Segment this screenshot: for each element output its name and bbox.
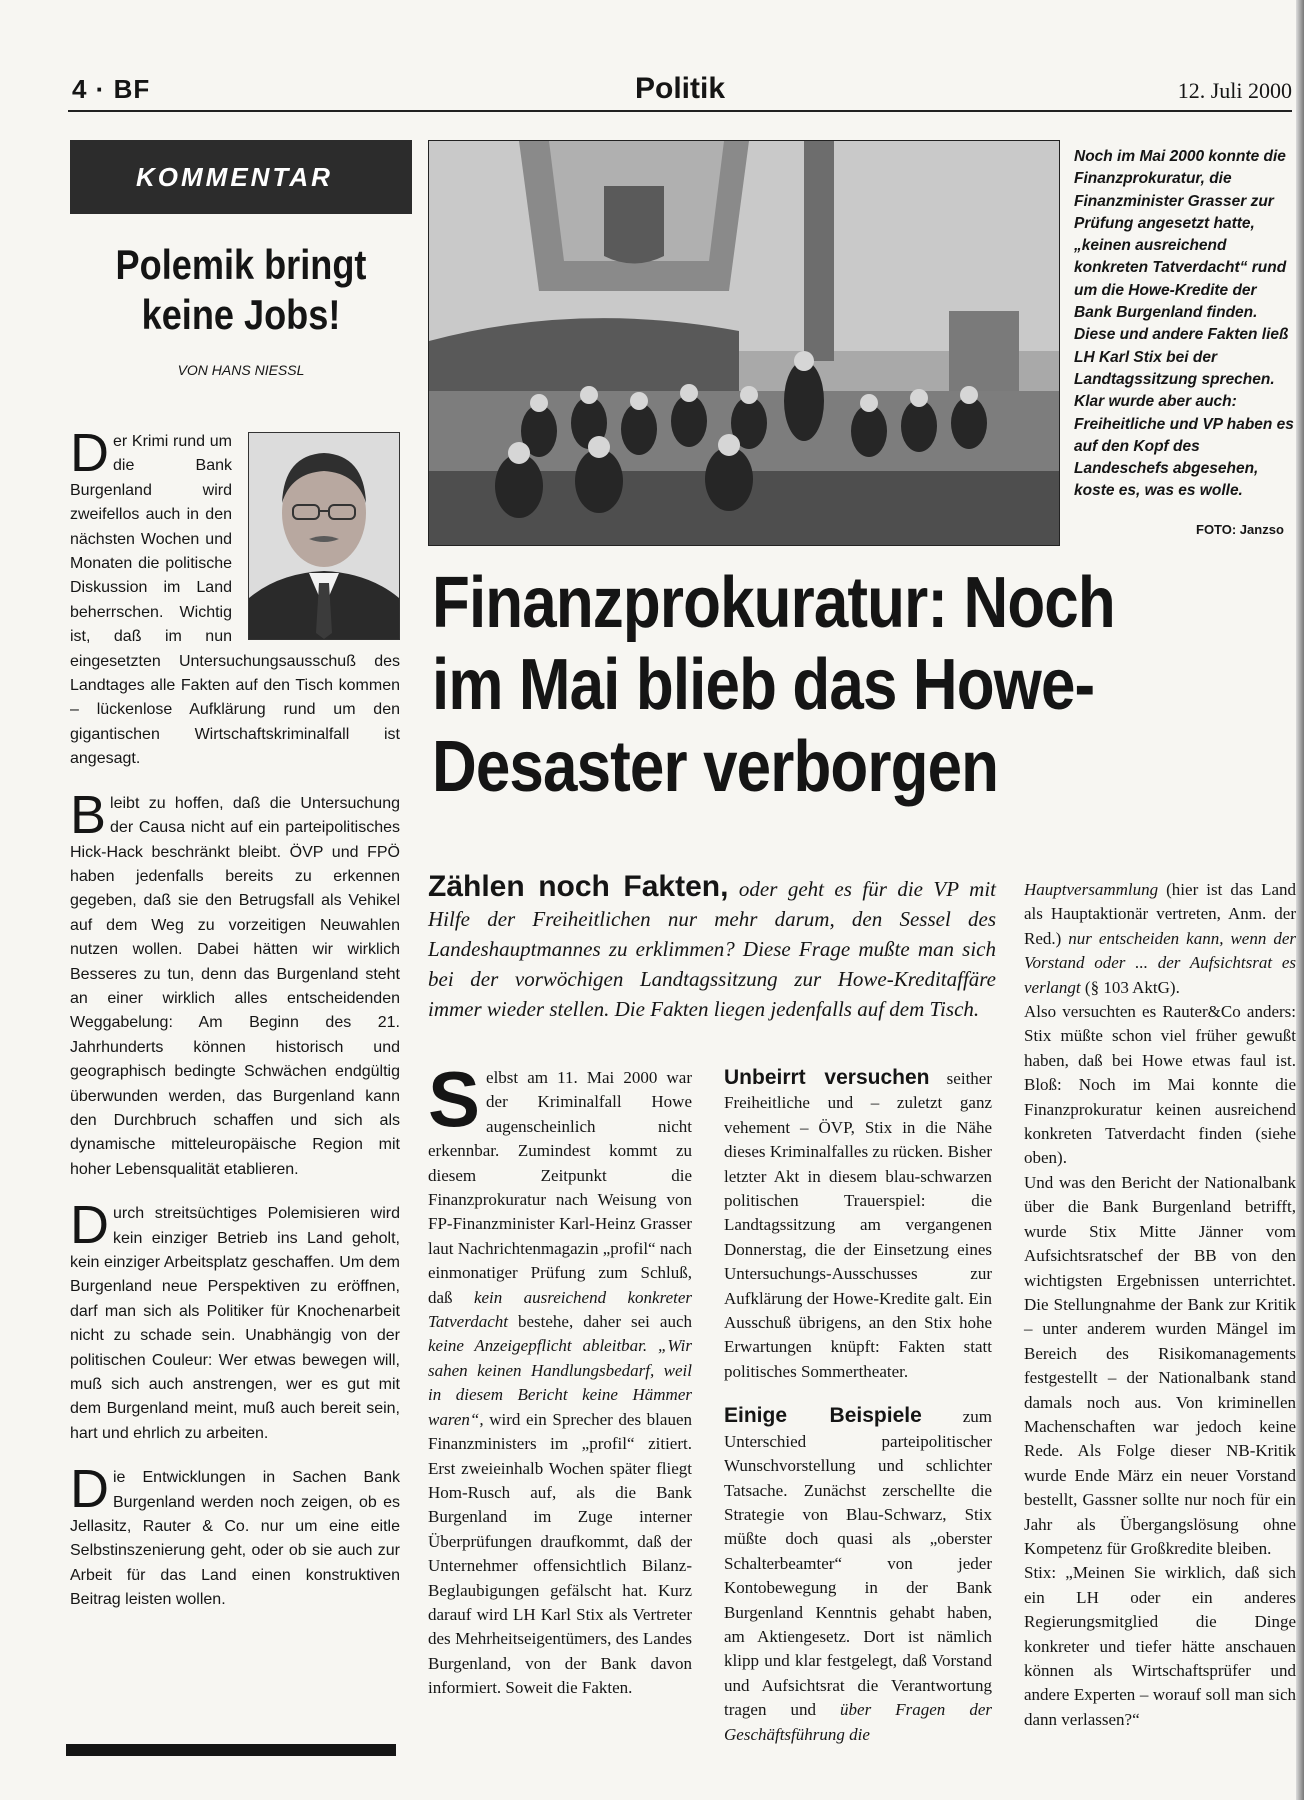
issue-date: 12. Juli 2000: [1177, 78, 1292, 103]
photo-image: [429, 141, 1059, 545]
kommentar-title-line1: Polemik bringt: [115, 241, 367, 288]
article-paragraph: Also versuchten es Rauter&Co anders: Stix müßte schon viel früher gewußt haben, daß bei Howe etwas faul ist. Bloß: Noch im Mai konnte die Finanzprokuratur keinen ausreichend konkreten Tatverdacht finden (siehe oben).: [1024, 1002, 1296, 1168]
kommentar-byline: VON HANS NIESSL: [177, 362, 305, 378]
kommentar-paragraph: Durch streitsüchtiges Polemisieren wird kein einziger Betrieb ins Land geholt, kein einziger Arbeitsplatz geschaffen. Um dem Burgenland neue Perspektiven zu eröffnen, darf man sich als Politiker für Knochenarbeit nicht zu schade sein. Unabhängig von der politischen Couleur: Wer etwas bewegen will, muß sich auch anstrengen, wer es gut mit dem Burgenland meint, muß auch bereit sein, hart und ehrlich zu arbeiten.: [70, 1195, 400, 1442]
article-paragraph: Stix: „Meinen Sie wirklich, daß sich ein LH oder ein anderes Regierungsmitglied die Dinge konkreter und tiefer hätte anschauen können als Wirtschaftsprüfer und andere Experten – worauf soll man sich dann verlassen?“: [1024, 1563, 1296, 1729]
column-end-rule: [66, 1744, 396, 1756]
section-title: Politik: [634, 72, 725, 105]
intro-text: oder geht es für die VP mit Hilfe der Freiheitlichen nur mehr darum, den Sessel des Landeshauptmannes zu erklimmen? Diese Frage mußte man sich bei der vorwöchigen Landtagssitzung zur Howe-Kreditaffäre immer wieder stellen. Die Fakten liegen jedenfalls auf dem Tisch.: [428, 877, 996, 1021]
text-run-italic: kein ausreichend konkreter Tatverdacht: [428, 1287, 692, 1332]
intro-lead: Zählen noch Fakten,: [428, 870, 729, 903]
article-paragraph: [724, 1404, 992, 1747]
article-paragraph: [724, 1066, 992, 1384]
photo-caption: [1074, 146, 1296, 503]
kommentar-title: [94, 240, 388, 340]
text-run-italic: Hauptversammlung: [1024, 880, 1159, 899]
article-paragraph: [1024, 878, 1296, 1000]
kommentar-paragraph: Die Entwicklungen in Sachen Bank Burgenland werden noch zeigen, ob es Jellasitz, Rauter & Co. nur um eine eitle Selbstinszenierung geht, oder ob sie auch zur Arbeit für das Land einen konstruktiven Beitrag leisten wollen.: [70, 1459, 400, 1609]
headline-line3: Desaster verborgen: [432, 727, 999, 807]
article-intro: [428, 872, 996, 1024]
page-number: 4 · BF: [72, 74, 151, 104]
article-column-2: [724, 1066, 992, 1767]
text-run-italic: keine Anzeigepflicht ableitbar. „Wir sahen keinen Handlungsbedarf, weil in diesem Bericht keine Hämmer waren“,: [428, 1336, 692, 1429]
text-run: (§ 103 AktG).: [1080, 977, 1180, 997]
text-run: zum Unterschied parteipolitischer Wunschvorstellung und schlichter Tatsache. Zunächst zerschellte die Strategie von Blau-Schwarz, Stix müßte doch quasi als „oberster Schalterbeamter“ von jeder Kontobewegung in der Bank Burgenland Kenntnis gehabt haben, am Aktiengesetz. Dort ist nämlich klipp und klar festgelegt, daß Vorstand und Aufsichtsrat die Verantwortung tragen und: [724, 1407, 992, 1720]
article-paragraph: [428, 1055, 692, 1701]
page-header: [68, 66, 1292, 112]
text-run-italic: nur entscheiden kann, wenn der Vorstand oder ... der Aufsichtsrat es verlangt: [1024, 928, 1296, 997]
kommentar-paragraph: Bleibt zu hoffen, daß die Untersuchung der Causa nicht auf ein parteipolitisches Hick-Hack beschränkt bleibt. ÖVP und FPÖ haben jedenfalls bereits zu erkennen gegeben, daß sie den Betrugsfall als Vehikel auf dem Weg zu vorzeitigen Neuwahlen nutzen wollen. Dabei hätten wir wirklich Besseres zu tun, denn das Burgenland steht an einer wirklich alles entscheidenden Weggabelung: Am Beginn des 21. Jahrhunderts können historisch und geographisch bedingte Schwächen endgültig überwunden werden, das Burgenland kann den Durchbruch schaffen und sich als dynamische mitteleuropäische Region mit hoher Lebensqualität etablieren.: [70, 784, 400, 1178]
article-paragraph: Und was den Bericht der Nationalbank über die Bank Burgenland betrifft, wurde Stix Mitte Jänner vom Aufsichtsratschef der BB von den wichtigsten Ergebnissen unterrichtet. Die Stellungnahme der Bank zur Kritik – unter anderem wurden Mängel im Bereich des Risikomanagements festgestellt – der Nationalbank stand damals noch aus. Von kriminellen Machenschaften war jedoch keine Rede. Als Folge dieser NB-Kritik wurde Ende März ein neuer Vorstand bestellt, Gassner sollte nur noch für ein Jahr als Übergangslösung ohne Kompetenz für Großkredite bleiben.: [1024, 1172, 1296, 1558]
kommentar-label: KOMMENTAR: [70, 140, 412, 214]
subheading-unbeirrt: Unbeirrt versuchen: [724, 1066, 930, 1089]
text-run: Selbst am 11. Mai 2000 war der Kriminalfall Howe augenscheinlich nicht erkennbar. Zumindest kommt zu diesem Zeitpunkt die Finanzprokuratur nach Weisung von FP-Finanzminister Karl-Heinz Grasser laut Nachrichtenmagazin „profil“ nach einmonatiger Prüfung zum Schluß, daß: [428, 1055, 692, 1307]
subheading-beispiele: Einige Beispiele: [724, 1404, 922, 1428]
text-run-italic: über Fragen der Geschäftsführung die: [724, 1700, 992, 1744]
kommentar-body: [70, 423, 400, 1633]
photo-credit: FOTO: Janzso: [1196, 522, 1284, 537]
headline-line2: im Mai blieb das Howe-: [432, 645, 1095, 725]
text-run: seither Freiheitliche und – zuletzt ganz vehement – ÖVP, Stix in die Nähe dieses Kriminalfalles zu rücken. Bisher letzter Akt in diesem blau-schwarzen politischen Trauerspiel: die Landtagssitzung am vergangenen Donnerstag, die der Einsetzung eines Untersuchungs-Ausschusses zur Aufklärung der Howe-Kredite galt. Ein Ausschuß übrigens, an den Stix hohe Erwartungen knüpft: Fakten statt politisches Sommertheater.: [724, 1069, 992, 1381]
page-spine-shadow: [1296, 0, 1304, 1800]
landtag-session-photo: [428, 140, 1060, 546]
headline-line1: Finanzprokuratur: Noch: [432, 563, 1115, 643]
kommentar-title-line2: keine Jobs!: [141, 291, 341, 338]
text-run: bestehe, daher sei auch: [507, 1312, 692, 1332]
article-column-1: [428, 1055, 692, 1721]
text-run: wird ein Sprecher des blauen Finanzministers im „profil“ zitiert. Erst zweieinhalb Wochen später fliegt Hom-Rusch auf, als die Bank Burgenland im Zuge interner Überprüfungen draufkommt, daß der Unternehmer offensichtlich Bilanz-Beglaubigungen gefälscht hat. Kurz darauf wird LH Karl Stix als Vertreter des Mehrheitseigentümers, des Landes Burgenland, von der Bank davon informiert. Soweit die Fakten.: [428, 1409, 692, 1698]
article-column-3: [1024, 878, 1296, 1732]
kommentar-paragraph: Der Krimi rund um die Bank Burgenland wird zweifellos auch in den nächsten Wochen und Monaten die politische Diskussion im Land beherrschen. Wichtig ist, daß im nun eingesetzten Untersuchungsausschuß des Landtages alle Fakten auf den Tisch kommen – lückenlose Aufklärung rund um den gigantischen Wirtschaftskriminalfall ist angesagt.: [70, 423, 400, 768]
article-headline: [432, 562, 1180, 808]
text-run: (hier ist das Land als Hauptaktionär vertreten, Anm. der Red.): [1024, 880, 1296, 948]
photo-caption-text: Noch im Mai 2000 konnte die Finanzprokuratur, die Finanzminister Grasser zur Prüfung angesetzt hatte, „keinen ausreichend konkreten Tatverdacht“ rund um die Howe-Kredite der Bank Burgenland finden. Diese und andere Fakten ließ LH Karl Stix bei der Landtagssitzung sprechen. Klar wurde aber auch: Freiheitliche und VP haben es auf den Kopf des Landeschefs abgesehen, koste es, was es wolle.: [1074, 148, 1294, 500]
